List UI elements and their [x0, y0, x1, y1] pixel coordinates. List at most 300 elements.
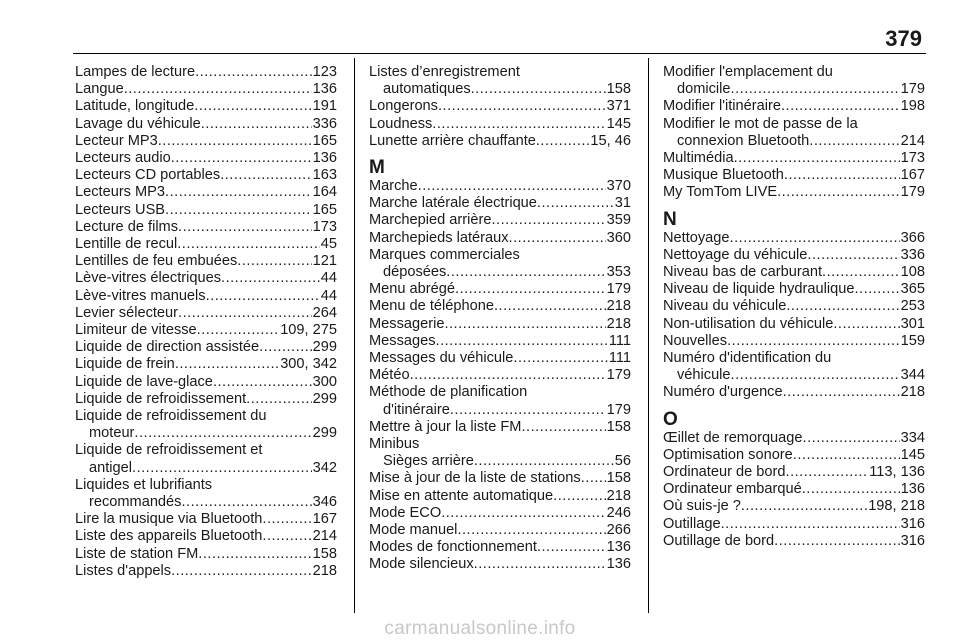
index-entry [75, 511, 337, 528]
dot-leader [727, 333, 900, 350]
index-entry [369, 316, 631, 333]
index-entry [663, 333, 925, 350]
index-entry-term: Lève-vitres manuels [75, 287, 206, 304]
index-entry-term: Lecteurs audio [75, 150, 171, 167]
index-entry-page-ref: 316 [900, 515, 925, 532]
index-entry-term: Modes de fonctionnement [369, 539, 537, 556]
index-entry-page-ref: 165 [312, 201, 337, 218]
index-entry-page-ref: 214 [312, 528, 337, 545]
index-entry-term: Modifier l'emplacement du [663, 64, 833, 80]
index-entry-page-ref: 300, 342 [280, 356, 337, 373]
index-entry [369, 505, 631, 522]
dot-leader [262, 528, 311, 545]
index-entry-page-ref: 136 [606, 556, 631, 573]
index-entry-term: Météo [369, 367, 410, 384]
index-entry-page-ref: 111 [608, 350, 631, 367]
dot-leader [474, 453, 614, 470]
index-entry-page-ref: 218 [606, 487, 631, 504]
index-entry-page-ref: 167 [312, 511, 337, 528]
index-entry [663, 184, 925, 201]
dot-leader [194, 98, 311, 115]
dot-leader [124, 81, 312, 98]
index-entry-page-ref: 353 [606, 264, 631, 281]
index-entry-term: Nouvelles [663, 332, 728, 349]
dot-leader [198, 546, 311, 563]
dot-leader [446, 264, 605, 281]
index-entry [369, 556, 631, 573]
dot-leader [165, 184, 312, 201]
dot-leader [537, 539, 606, 556]
dot-leader [521, 419, 605, 436]
index-entry-term: Niveau bas de carburant [663, 264, 823, 281]
index-entry-term: Limiteur de vitesse [75, 322, 197, 339]
index-entry-term: Liquide de refroidissement [75, 390, 247, 407]
index-entry-term: domicile [677, 81, 731, 98]
index-entry-page-ref: 158 [606, 418, 631, 435]
index-entry-term: Mettre à jour la liste FM [369, 418, 522, 435]
index-entry [369, 133, 631, 150]
index-entry [75, 116, 337, 133]
dot-leader [774, 533, 899, 550]
dot-leader [178, 305, 312, 322]
dot-leader [784, 167, 900, 184]
index-entry-page-ref: 158 [312, 545, 337, 562]
index-entry-term: Lecteur MP3 [75, 132, 158, 149]
index-entry-term: Numéro d'identification du [663, 350, 832, 367]
index-entry-term: Liquide de lave-glace [75, 373, 213, 390]
dot-leader [809, 133, 899, 150]
index-entry-term: Sièges arrière [383, 453, 474, 470]
index-entry [369, 247, 631, 281]
index-entry-term: Liste des appareils Bluetooth [75, 528, 263, 545]
index-entry [663, 167, 925, 184]
index-entry-term: Listes d’enregistrement [369, 64, 520, 80]
dot-leader [457, 522, 605, 539]
index-entry-page-ref: 158 [606, 81, 631, 98]
index-entry-term: automatiques [383, 81, 471, 98]
index-entry-page-ref: 136 [900, 481, 925, 498]
index-entry-term: Numéro d'urgence [663, 384, 783, 401]
index-entry-term: Méthode de planification [369, 384, 528, 401]
index-entry-page-ref: 365 [900, 281, 925, 298]
index-section-letter: O [663, 408, 678, 430]
index-entry [663, 464, 925, 481]
index-entry [663, 264, 925, 281]
index-entry-term: Outillage [663, 515, 721, 532]
index-entry-term: Mode manuel [369, 522, 458, 539]
index-entry-term: recommandés [89, 494, 182, 511]
dot-leader [418, 178, 606, 195]
index-entry-term: Multimédia [663, 150, 734, 167]
index-entry-term: Liquide de refroidissement du [75, 408, 267, 425]
index-entry-term: Ordinateur embarqué [663, 481, 802, 498]
index-entry-term: Lavage du véhicule [75, 115, 201, 132]
index-entry [75, 546, 337, 563]
index-entry-page-ref: 366 [900, 229, 925, 246]
dot-leader [221, 270, 320, 287]
index-entry [663, 230, 925, 247]
index-entry-page-ref: 158 [606, 470, 631, 487]
index-entry-page-ref: 164 [312, 184, 337, 201]
index-entry [75, 167, 337, 184]
index-entry-term: Mise en attente automatique [369, 487, 554, 504]
index-entry [369, 419, 631, 436]
index-entry-page-ref: 218 [312, 562, 337, 579]
index-entry-page-ref: 300 [312, 373, 337, 390]
dot-leader [441, 505, 605, 522]
index-entry-page-ref: 316 [900, 532, 925, 549]
index-entry-page-ref: 336 [312, 115, 337, 132]
index-entry [369, 298, 631, 315]
index-entry-term: connexion Bluetooth [677, 132, 810, 149]
index-entry [75, 408, 337, 442]
index-column-3 [663, 64, 925, 550]
dot-leader [513, 350, 607, 367]
index-entry [75, 133, 337, 150]
dot-leader [197, 322, 280, 339]
index-entry-page-ref: 198 [900, 98, 925, 115]
index-entry-page-ref: 159 [900, 332, 925, 349]
index-entry-term: d'itinéraire [383, 401, 450, 418]
index-entry-term: Mode ECO [369, 504, 442, 521]
index-entry-page-ref: 346 [312, 494, 337, 511]
index-entry [75, 64, 337, 81]
index-entry-page-ref: 113, 136 [869, 464, 925, 481]
index-entry-page-ref: 109, 275 [280, 322, 337, 339]
index-entry-term: Menu abrégé [369, 281, 456, 298]
index-entry-page-ref: 167 [900, 167, 925, 184]
index-entry-page-ref: 145 [900, 446, 925, 463]
dot-leader [786, 464, 869, 481]
dot-leader [181, 494, 311, 511]
index-entry-term: Liquides et lubrifiants [75, 476, 213, 493]
index-entry-page-ref: 31 [614, 195, 631, 212]
dot-leader [455, 281, 606, 298]
index-entry-page-ref: 264 [312, 304, 337, 321]
index-entry-page-ref: 15, 46 [590, 132, 631, 149]
index-entry-page-ref: 179 [606, 401, 631, 418]
index-entry-term: Musique Bluetooth [663, 167, 784, 184]
index-entry [369, 333, 631, 350]
dot-leader [802, 481, 900, 498]
index-entry [75, 356, 337, 373]
dot-leader [777, 184, 900, 201]
index-entry [369, 116, 631, 133]
index-entry-term: Outillage de bord [663, 532, 775, 549]
index-entry-term: Lunette arrière chauffante [369, 132, 536, 149]
dot-leader [432, 116, 605, 133]
index-entry [75, 219, 337, 236]
dot-leader [854, 281, 899, 298]
dot-leader [786, 298, 899, 315]
dot-leader [206, 288, 320, 305]
index-entry [663, 298, 925, 315]
column-divider [648, 58, 649, 613]
index-entry-term: Nettoyage du véhicule [663, 246, 808, 263]
dot-leader [553, 488, 605, 505]
dot-leader [793, 447, 900, 464]
index-entry-term: Lecture de films [75, 218, 179, 235]
index-entry-term: Nettoyage [663, 229, 730, 246]
index-entry [663, 498, 925, 515]
dot-leader [165, 202, 312, 219]
index-entry-term: Non-utilisation du véhicule [663, 315, 834, 332]
index-entry-term: Niveau du véhicule [663, 298, 787, 315]
index-entry-term: Longerons [369, 98, 438, 115]
dot-leader [436, 333, 608, 350]
index-entry [75, 477, 337, 511]
index-entry-term: Lecteurs MP3 [75, 184, 166, 201]
index-entry-page-ref: 246 [606, 504, 631, 521]
index-section-letter: M [369, 157, 385, 179]
dot-leader [807, 247, 899, 264]
index-entry-term: Lecteurs USB [75, 201, 166, 218]
index-entry [75, 184, 337, 201]
dot-leader [246, 391, 311, 408]
index-entry [75, 391, 337, 408]
index-entry-page-ref: 136 [312, 150, 337, 167]
index-entry-page-ref: 145 [606, 115, 631, 132]
dot-leader [822, 264, 900, 281]
index-entry-page-ref: 136 [606, 539, 631, 556]
index-entry [75, 253, 337, 270]
index-entry-page-ref: 299 [312, 390, 337, 407]
index-entry-term: véhicule [677, 367, 731, 384]
index-entry-term: Liquide de direction assistée [75, 339, 260, 356]
index-entry-page-ref: 301 [900, 315, 925, 332]
index-entry-page-ref: 214 [900, 132, 925, 149]
index-entry [663, 247, 925, 264]
index-entry [75, 288, 337, 305]
index-entry-page-ref: 299 [312, 339, 337, 356]
index-entry-page-ref: 136 [312, 81, 337, 98]
index-entry [663, 516, 925, 533]
index-entry-page-ref: 191 [312, 98, 337, 115]
index-entry-term: Levier sélecteur [75, 304, 179, 321]
dot-leader [731, 81, 900, 98]
dot-leader [195, 64, 312, 81]
index-entry-term: Lecteurs CD portables [75, 167, 221, 184]
dot-leader [581, 470, 606, 487]
index-entry-term: Marche [369, 178, 418, 195]
dot-leader [134, 425, 311, 442]
index-entry-page-ref: 173 [312, 218, 337, 235]
index-entry-page-ref: 218 [900, 384, 925, 401]
dot-leader [237, 253, 311, 270]
dot-leader [177, 236, 320, 253]
index-entry-term: Œillet de remorquage [663, 429, 803, 446]
index-entry-term: Latitude, longitude [75, 98, 195, 115]
dot-leader [471, 81, 606, 98]
index-entry [369, 98, 631, 115]
dot-leader [132, 460, 312, 477]
dot-leader [158, 133, 312, 150]
index-entry-term: Ordinateur de bord [663, 464, 786, 481]
index-entry-term: Messages [369, 332, 436, 349]
index-entry [663, 64, 925, 98]
index-entry [369, 384, 631, 418]
index-entry-page-ref: 108 [900, 264, 925, 281]
top-rule [73, 53, 926, 54]
index-entry [663, 150, 925, 167]
index-entry-term: Messagerie [369, 315, 445, 332]
index-entry-page-ref: 360 [606, 229, 631, 246]
index-entry [663, 116, 925, 150]
index-entry-page-ref: 44 [320, 270, 337, 287]
dot-leader [731, 367, 900, 384]
index-entry-page-ref: 111 [608, 332, 631, 349]
dot-leader [259, 339, 311, 356]
index-entry-page-ref: 121 [312, 253, 337, 270]
index-entry [75, 563, 337, 580]
dot-leader [171, 150, 312, 167]
index-entry [663, 281, 925, 298]
index-entry-term: Modifier le mot de passe de la [663, 115, 858, 132]
index-entry-page-ref: 218 [606, 298, 631, 315]
index-entry [369, 470, 631, 487]
dot-leader [171, 563, 312, 580]
index-entry-term: Marche latérale électrique [369, 195, 537, 212]
dot-leader [536, 133, 590, 150]
index-entry [663, 481, 925, 498]
index-entry [369, 350, 631, 367]
index-entry-page-ref: 163 [312, 167, 337, 184]
index-entry [369, 281, 631, 298]
index-column-1 [75, 64, 337, 580]
index-entry [369, 178, 631, 195]
index-entry-page-ref: 173 [900, 150, 925, 167]
dot-leader [213, 374, 312, 391]
index-entry [663, 447, 925, 464]
page-number: 379 [885, 26, 922, 51]
index-entry-page-ref: 218 [606, 315, 631, 332]
dot-leader [410, 367, 606, 384]
index-entry [663, 316, 925, 333]
index-entry-term: Marchepied arrière [369, 212, 492, 229]
index-entry-term: Lire la musique via Bluetooth [75, 511, 263, 528]
index-entry-term: Listes d'appels [75, 562, 172, 579]
dot-leader [178, 219, 312, 236]
index-entry [369, 367, 631, 384]
dot-leader [721, 516, 900, 533]
index-entry-page-ref: 344 [900, 367, 925, 384]
index-entry-page-ref: 299 [312, 425, 337, 442]
index-entry [75, 150, 337, 167]
index-entry [663, 98, 925, 115]
index-entry-page-ref: 179 [606, 367, 631, 384]
index-entry-page-ref: 179 [900, 81, 925, 98]
index-entry-term: Optimisation sonore [663, 446, 793, 463]
dot-leader [444, 316, 605, 333]
index-entry-term: My TomTom LIVE [663, 184, 778, 201]
index-entry-page-ref: 45 [320, 236, 337, 253]
dot-leader [833, 316, 899, 333]
index-entry [75, 81, 337, 98]
dot-leader [537, 195, 614, 212]
index-entry-term: Niveau de liquide hydraulique [663, 281, 855, 298]
index-entry-page-ref: 371 [606, 98, 631, 115]
index-entry-term: Liste de station FM [75, 545, 199, 562]
index-entry-term: déposées [383, 264, 447, 281]
index-entry-term: Minibus [369, 436, 420, 453]
dot-leader [494, 298, 606, 315]
index-entry-page-ref: 266 [606, 522, 631, 539]
dot-leader [730, 230, 900, 247]
index-entry [369, 522, 631, 539]
index-column-2 [369, 64, 631, 574]
dot-leader [781, 98, 900, 115]
index-entry [75, 374, 337, 391]
column-divider [354, 58, 355, 613]
index-entry-page-ref: 342 [312, 459, 337, 476]
index-entry [75, 322, 337, 339]
dot-leader [450, 402, 606, 419]
index-entry [369, 539, 631, 556]
index-entry-page-ref: 334 [900, 429, 925, 446]
index-entry-page-ref: 56 [614, 453, 631, 470]
index-entry-term: Lentilles de feu embuées [75, 253, 238, 270]
index-entry [75, 202, 337, 219]
index-entry-term: Liquide de frein [75, 356, 175, 373]
index-entry [663, 533, 925, 550]
index-entry-term: Loudness [369, 115, 433, 132]
index-entry-page-ref: 198, 218 [868, 498, 925, 515]
index-entry [369, 64, 631, 98]
dot-leader [783, 384, 900, 401]
watermark: carmanualsonline.info [384, 618, 576, 639]
index-entry-term: Lève-vitres électriques [75, 270, 222, 287]
dot-leader [509, 230, 606, 247]
index-entry [75, 98, 337, 115]
index-entry-term: Lentille de recul [75, 236, 178, 253]
index-entry [369, 212, 631, 229]
index-entry-term: Mise à jour de la liste de stations [369, 470, 581, 487]
index-entry [369, 488, 631, 505]
index-entry [75, 236, 337, 253]
index-section-letter: N [663, 208, 677, 230]
index-entry-page-ref: 359 [606, 212, 631, 229]
index-entry [75, 305, 337, 322]
index-entry-page-ref: 253 [900, 298, 925, 315]
dot-leader [438, 98, 606, 115]
index-entry [369, 230, 631, 247]
dot-leader [220, 167, 311, 184]
index-entry-term: antigel [89, 459, 133, 476]
index-entry [75, 339, 337, 356]
index-entry [75, 270, 337, 287]
index-entry-page-ref: 370 [606, 178, 631, 195]
index-entry-page-ref: 179 [900, 184, 925, 201]
index-entry [369, 195, 631, 212]
index-entry [663, 350, 925, 384]
index-entry-term: moteur [89, 425, 135, 442]
index-entry-term: Messages du véhicule [369, 350, 514, 367]
dot-leader [262, 511, 311, 528]
index-entry-page-ref: 44 [320, 287, 337, 304]
index-entry-page-ref: 123 [312, 64, 337, 80]
dot-leader [491, 212, 605, 229]
index-entry [75, 442, 337, 476]
dot-leader [201, 116, 312, 133]
index-entry-term: Mode silencieux [369, 556, 474, 573]
index-entry-term: Marques commerciales [369, 246, 520, 263]
index-entry-term: Modifier l'itinéraire [663, 98, 781, 115]
dot-leader [175, 356, 279, 373]
index-entry-term: Langue [75, 81, 124, 98]
index-entry [369, 436, 631, 470]
dot-leader [734, 150, 900, 167]
index-entry-page-ref: 165 [312, 132, 337, 149]
